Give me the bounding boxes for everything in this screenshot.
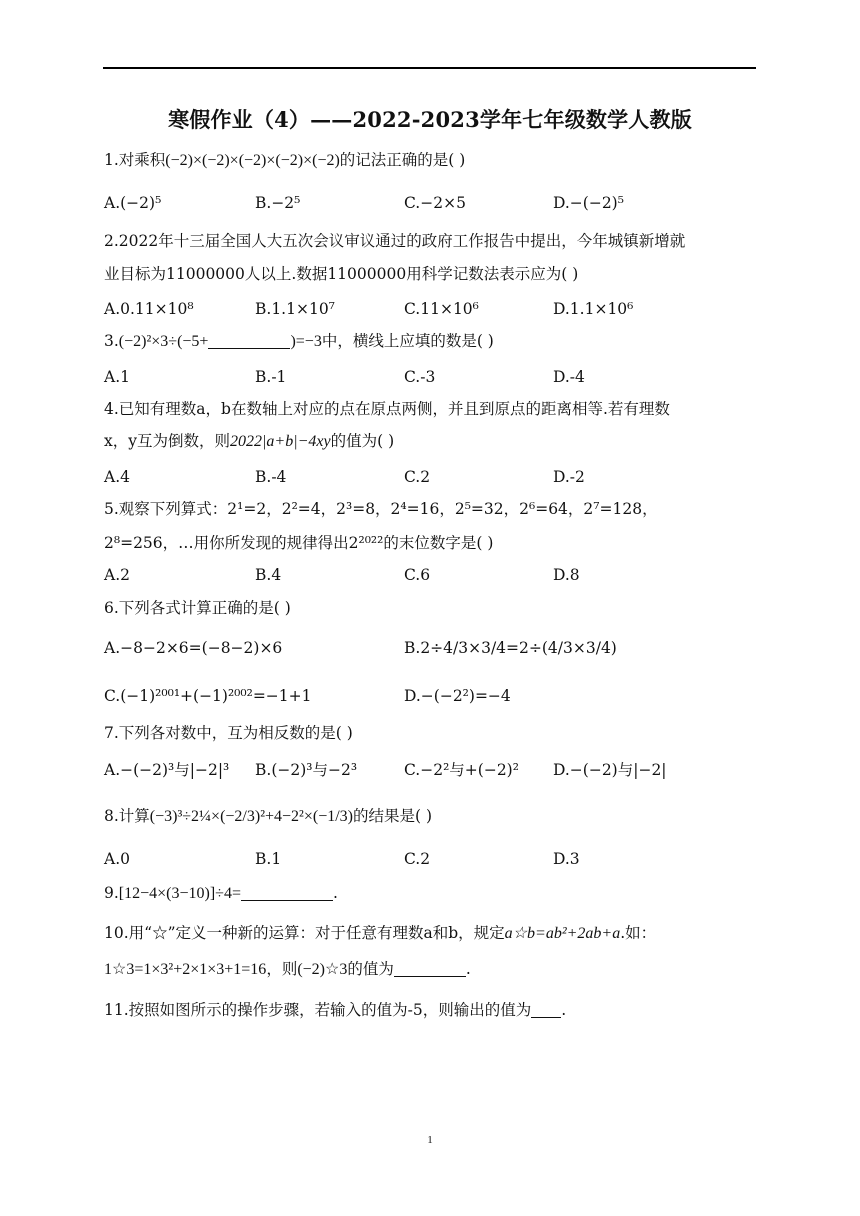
q6-option-d: D.−(−2²)=−4	[404, 687, 511, 705]
q10-expression: (−2)☆3	[297, 961, 348, 978]
q7-option-b: B.(−2)³与−2³	[255, 761, 358, 779]
q3-option-a: A.1	[104, 368, 130, 386]
q8-stem-post: 的结果是( )	[353, 807, 433, 825]
question-1-stem	[104, 150, 465, 171]
q10-line1-post: .如：	[620, 924, 657, 942]
q3-number: 3.	[104, 332, 119, 350]
q11-text: 11.按照如图所示的操作步骤，若输入的值为-5，则输出的值为	[104, 1001, 532, 1019]
q9-number: 9.	[104, 884, 119, 902]
q7-option-a: A.−(−2)³与|−2|³	[104, 761, 230, 779]
q2-line-2: 业目标为11000000人以上.数据11000000用科学记数法表示应为( )	[104, 265, 579, 283]
q1-option-b: B.−2⁵	[255, 194, 301, 212]
q1-stem-post: 的记法正确的是( )	[339, 151, 466, 169]
q4-line-1: 4.已知有理数a，b在数轴上对应的点在原点两侧，并且到原点的距离相等.若有理数	[104, 400, 670, 418]
q3-option-d: D.-4	[553, 368, 585, 386]
q8-expression: (−3)³÷2¼×(−2/3)²+4−2²×(−1/3)	[149, 808, 353, 825]
q10-example: 1☆3=1×3²+2×1×3+1=16	[104, 961, 267, 978]
q8-option-a: A.0	[104, 850, 130, 868]
q5-option-d: D.8	[553, 566, 580, 584]
q8-option-d: D.3	[553, 850, 580, 868]
q6-option-a: A.−8−2×6=(−8−2)×6	[104, 639, 283, 657]
q7-option-c: C.−2²与+(−2)²	[404, 761, 519, 779]
q4-line2-pre: x，y互为倒数，则	[104, 432, 230, 450]
q5-option-c: C.6	[404, 566, 431, 584]
q4-line-2	[104, 431, 394, 452]
question-9	[104, 883, 338, 904]
q10-answer-blank[interactable]	[394, 962, 466, 977]
q3-expression-post: )=−3	[290, 333, 322, 350]
q2-option-c: C.11×10⁶	[404, 300, 479, 318]
q5-line-1: 5.观察下列算式：2¹=2，2²=4，2³=8，2⁴=16，2⁵=32，2⁶=64，2⁷=128，	[104, 500, 658, 518]
q3-answer-blank[interactable]	[208, 334, 290, 349]
question-11	[104, 1000, 566, 1020]
q3-expression-pre: (−2)²×3÷(−5+	[118, 333, 209, 350]
q4-option-c: C.2	[404, 468, 431, 486]
q3-option-c: C.-3	[404, 368, 436, 386]
q7-stem: 7.下列各对数中，互为相反数的是( )	[104, 724, 353, 742]
q10-line2-mid: ，则	[266, 960, 298, 978]
q2-option-b: B.1.1×10⁷	[255, 300, 335, 318]
q9-end: .	[332, 884, 338, 902]
q10-line-1	[104, 923, 656, 944]
q6-option-c: C.(−1)²⁰⁰¹+(−1)²⁰⁰²=−1+1	[104, 687, 312, 705]
q11-end: .	[561, 1001, 567, 1019]
page-number: 1	[427, 1134, 433, 1146]
question-8-stem	[104, 806, 432, 827]
q4-expression: 2022|a+b|−4xy	[230, 433, 331, 450]
q1-stem-pre: 1.对乘积	[104, 151, 166, 169]
q4-option-d: D.-2	[553, 468, 585, 486]
q4-option-b: B.-4	[255, 468, 287, 486]
q3-stem-post: 中，横线上应填的数是( )	[321, 332, 494, 350]
q7-option-d: D.−(−2)与|−2|	[553, 761, 667, 779]
q9-answer-blank[interactable]	[241, 886, 333, 901]
question-3-stem	[104, 331, 494, 352]
q10-definition: a☆b=ab²+2ab+a	[504, 925, 621, 942]
q4-line2-post: 的值为( )	[330, 432, 395, 450]
q2-line-1: 2.2022年十三届全国人大五次会议审议通过的政府工作报告中提出，今年城镇新增就	[104, 232, 686, 250]
q5-option-a: A.2	[104, 566, 130, 584]
q8-option-c: C.2	[404, 850, 431, 868]
q1-expression: (−2)×(−2)×(−2)×(−2)×(−2)	[165, 152, 340, 169]
q5-line-2: 2⁸=256，…用你所发现的规律得出2²⁰²²的末位数字是( )	[104, 534, 494, 552]
q8-option-b: B.1	[255, 850, 282, 868]
page-title: 寒假作业（4）——2022-2023学年七年级数学人教版	[168, 107, 692, 132]
q1-option-c: C.−2×5	[404, 194, 466, 212]
q5-option-b: B.4	[255, 566, 282, 584]
q6-stem: 6.下列各式计算正确的是( )	[104, 599, 291, 617]
q11-answer-blank[interactable]	[531, 1003, 561, 1018]
q3-option-b: B.-1	[255, 368, 287, 386]
q10-end: .	[465, 960, 471, 978]
q2-option-d: D.1.1×10⁶	[553, 300, 634, 318]
q10-line-2	[104, 959, 471, 980]
q9-expression: [12−4×(3−10)]÷4=	[118, 885, 241, 902]
q6-option-b: B.2÷4/3×3/4=2÷(4/3×3/4)	[404, 639, 617, 657]
q1-option-a: A.(−2)⁵	[104, 194, 162, 212]
q2-option-a: A.0.11×10⁸	[104, 300, 194, 318]
q10-line1-pre: 10.用“☆”定义一种新的运算：对于任意有理数a和b，规定	[104, 924, 505, 942]
q8-stem-pre: 8.计算	[104, 807, 150, 825]
header-rule	[103, 67, 756, 69]
q1-option-d: D.−(−2)⁵	[553, 194, 624, 212]
q4-option-a: A.4	[104, 468, 130, 486]
q10-line2-post: 的值为	[347, 960, 394, 978]
